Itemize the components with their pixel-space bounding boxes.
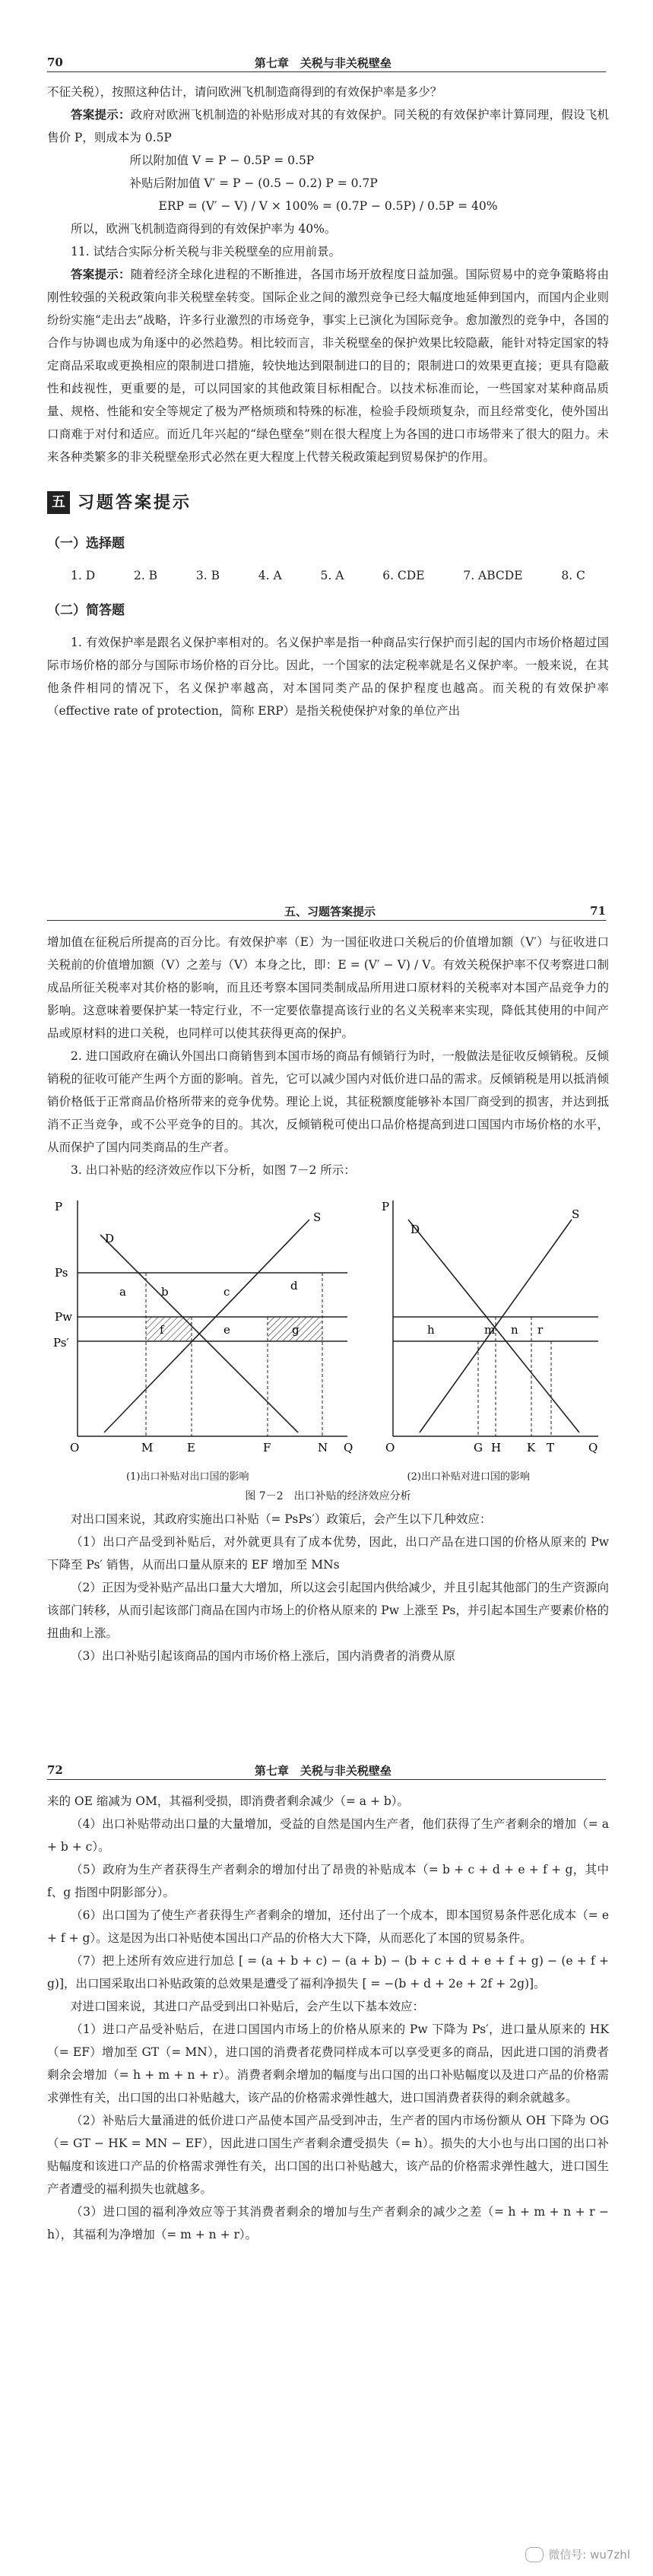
- paragraph: 增加值在征税后所提高的百分比。有效保护率（E）为一国征收进口关税后的价值增加额（V′）与征收进口关税前的价值增加额（V）之差与（V）本身之比，即：E = (V′ − V) / V。有效关税保护率不仅考察进口制成品所征关税率对其价格的影响，而且还考察本国同类制成品所用进口原材料的关税率对本国产品竞争力的影响。这意味着要保护某一特定行业，不一定要依靠提高该行业的名义关税率来实现，降低其使用的中间产品或原材料的进口关税，也同样可以使其获得更高的保护。: [47, 935, 609, 1040]
- figure-7-2: [47, 1189, 609, 1467]
- label-k: K: [527, 1441, 536, 1455]
- paragraph: （5）政府为生产者获得生产者剩余的增加付出了昂贵的补贴成本（= b + c + d + e + f + g，其中 f、g 指图中阴影部分）。: [47, 1863, 609, 1899]
- equation: 补贴后附加值 V′ = P − (0.5 − 0.2) P = 0.7P: [129, 176, 378, 190]
- choice-answers: [47, 564, 609, 587]
- area-label-c: c: [223, 1285, 230, 1299]
- page-body: [47, 1790, 609, 2246]
- choice-answer: 3. B: [195, 569, 220, 582]
- paragraph: （6）出口国为了使生产者获得生产者剩余的增加，还付出了一个成本，即本国贸易条件恶化成本（= e + f + g）。这是因为出口补贴使本国出口产品的价格大大下降，从而恶化了本国的贸易条件。: [47, 1908, 609, 1945]
- subsection-title: （一）选择题: [47, 536, 125, 551]
- label-m: M: [141, 1441, 154, 1455]
- area-label-m: m: [484, 1323, 496, 1337]
- area-label-f: f: [160, 1323, 164, 1337]
- area-label-d: d: [290, 1279, 298, 1293]
- watermark-text: 微信号: wu7zhl: [548, 2548, 630, 2562]
- label-e: E: [187, 1441, 195, 1455]
- paragraph: （2）正因为受补贴产品出口量大大增加，所以这会引起国内供给减少，并且引起其他部门的生产资源向该部门转移，从而引起该部门商品在国内市场上的价格从原来的 Pw 上涨至 Ps，并引起本国生产要素价格的扭曲和上涨。: [47, 1581, 609, 1640]
- left-panel: [53, 1200, 353, 1455]
- paragraph: 对出口国来说，其政府实施出口补贴（= PsPs′）政策后，会产生以下几种效应：: [71, 1512, 492, 1526]
- label-f: F: [263, 1441, 271, 1455]
- paragraph: （1）进口产品受补贴后，在进口国国内市场上的价格从原来的 Pw 下降为 Ps′，进口量从原来的 HK（= EF）增加至 GT（= MN），进口国的消费者花费同样成本可以享受更多的商品，因此进口国的消费者剩余会增加（= h + m + n + r）。消费者剩余增加的幅度与出口国的出口补贴幅度以及进口产品的价格需求弹性有关，出口国的出口补贴越大，该产品的价格需求弹性越大，进口国消费者获得的剩余就越多。: [47, 2022, 609, 2105]
- area-label-a: a: [119, 1285, 126, 1299]
- choice-answer: 4. A: [258, 569, 282, 582]
- page-body: [47, 81, 609, 722]
- paragraph: 1. 有效保护率是跟名义保护率相对的。名义保护率是指一种商品实行保护而引起的国内市场价格超过国际市场价格的部分与国际市场价格的百分比。因此，一个国家的法定税率就是名义保护率。一般来说，在其他条件相同的情况下，名义保护率越高，对本国同类产品的保护程度也越高。而关税的有效保护率（effective rate of protection，简称 ERP）是指关税使保护对象的单位产出: [47, 636, 609, 718]
- label-d: D: [411, 1223, 420, 1236]
- supply-curve: [420, 1220, 572, 1432]
- section-heading: [47, 491, 609, 514]
- paragraph: 3. 出口补贴的经济效应作以下分析，如图 7－2 所示：: [71, 1163, 356, 1177]
- chapter-title: 第七章 关税与非关税壁垒: [254, 1763, 391, 1778]
- wechat-icon: [525, 2547, 544, 2562]
- choice-answer: 8. C: [561, 569, 585, 582]
- export-subsidy-diagram: [47, 1189, 609, 1467]
- page-71: [0, 858, 653, 1715]
- paragraph: （4）出口补贴带动出口量的大量增加，受益的自然是国内生产者，他们获得了生产者剩余的增加（= a + b + c）。: [47, 1817, 609, 1854]
- equation: 所以附加值 V = P − 0.5P = 0.5P: [129, 154, 315, 167]
- paragraph: （3）出口补贴引起该商品的国内市场价格上涨后，国内消费者的消费从原: [71, 1649, 455, 1663]
- area-label-g: g: [292, 1323, 300, 1337]
- area-label-n: n: [511, 1323, 518, 1337]
- label-h: H: [491, 1441, 502, 1455]
- choice-answer: 6. CDE: [382, 569, 425, 582]
- area-label-r: r: [537, 1323, 544, 1337]
- label-pw: Pw: [55, 1310, 72, 1324]
- area-label-e: e: [223, 1323, 230, 1337]
- paragraph: 2. 进口国政府在确认外国出口商销售到本国市场的商品有倾销行为时，一般做法是征收反倾销税。反倾销税的征收可能产生两个方面的影响。首先，它可以减少国内对低价进口品的需求。反倾销税是用以抵消倾销价格低于正常商品价格所带来的竞争优势。理论上说，其征税额度能够补本国厂商受到的损害，并达到抵消不正当竞争，或不公平竞争的目的。其次，反倾销税可使出口品价格提高到进口国国内市场价格的水平，从而保护了国内同类商品的生产者。: [47, 1049, 609, 1154]
- label-o: O: [70, 1441, 80, 1455]
- label-ps: Ps: [55, 1266, 68, 1280]
- right-caption: (2)出口补贴对进口国的影响: [407, 1471, 530, 1483]
- page-number: 71: [590, 904, 606, 918]
- label-q: Q: [344, 1441, 353, 1455]
- watermark: [525, 2546, 630, 2562]
- hint-label: 答案提示：: [71, 267, 131, 281]
- label-o: O: [385, 1441, 395, 1455]
- right-panel: [382, 1200, 598, 1455]
- page-header: [47, 53, 606, 72]
- subfigure-captions: [47, 1470, 609, 1485]
- page-number: 70: [47, 56, 63, 69]
- chapter-title: 第七章 关税与非关税壁垒: [254, 56, 391, 70]
- question-11: 11. 试结合实际分析关税与非关税壁垒的应用前景。: [71, 245, 341, 259]
- area-label-h: h: [427, 1323, 435, 1337]
- paragraph: （2）补贴后大量涌进的低价进口产品使本国产品受到冲击，生产者的国内市场份额从 OH 下降为 OG（= GT − HK = MN − EF），因此进口国生产者剩余遭受损失（= h）。损失的大小也与出口国的出口补贴幅度和该进口产品的价格需求弹性有关，出口国的出口补贴越大，该产品的价格需求弹性越大，进口国生产者遭受的福利损失也就越多。: [47, 2114, 609, 2196]
- section-number: 五: [47, 491, 70, 514]
- label-g: G: [474, 1441, 483, 1455]
- section-running-title: 五、习题答案提示: [284, 904, 376, 918]
- choice-answer: 2. B: [133, 569, 158, 582]
- page-body: [47, 931, 609, 1667]
- paragraph: 所以，欧洲飞机制造商得到的有效保护率为 40%。: [71, 222, 337, 236]
- axis-label-p: P: [382, 1200, 390, 1213]
- page-70: [0, 0, 653, 858]
- section-title: 习题答案提示: [78, 493, 192, 512]
- label-q: Q: [588, 1441, 598, 1455]
- page-header: [47, 902, 606, 921]
- label-n: N: [318, 1441, 328, 1455]
- label-s: S: [313, 1210, 322, 1224]
- label-ps-prime: Ps′: [53, 1336, 69, 1350]
- answer-hint: 答案提示：随着经济全球化进程的不断推进，各国市场开放程度日益加强。国际贸易中的竞争策略将由刚性较强的关税政策向非关税壁垒转变。国际企业之间的激烈竞争已经大幅度地延伸到国内，而国内企业则纷纷实施“走出去”战略，许多行业激烈的市场竞争，事实上已演化为国际竞争。愈加激烈的竞争中，各国的合作与协调也成为角逐中的必然趋势。相比较而言，非关税壁垒的保护效果比较隐蔽，能针对特定国家的特定商品采取或更换相应的限制进口措施，较快地达到限制进口的目的；限制进口的效果更直接；更具有隐蔽性和歧视性，更重要的是，可以同国家的其他政策目标相配合。以技术标准而论，一些国家对某种商品质量、规格、性能和安全等规定了极为严格烦琐和特殊的标准，检验手段烦琐复杂，而且经常变化，使外国出口商难于对付和适应。而近几年兴起的“绿色壁垒”则在很大程度上为各国的进口市场带来了很大的阻力。未来各种类繁多的非关税壁垒形式必然在更大程度上代替关税政策起到贸易保护的作用。: [47, 267, 609, 464]
- paragraph: 对进口国来说，其进口产品受到出口补贴后，会产生以下基本效应：: [71, 2000, 425, 2013]
- paragraph: 来的 OE 缩减为 OM，其福利受损，即消费者剩余减少（= a + b）。: [47, 1794, 410, 1808]
- page-number: 72: [47, 1763, 63, 1777]
- paragraph: 不征关税），按照这种估计，请问欧洲飞机制造商得到的有效保护率是多少？: [47, 85, 442, 99]
- choice-answer: 1. D: [71, 569, 96, 582]
- answer-hint: 答案提示：政府对欧洲飞机制造的补贴形成对其的有效保护。同关税的有效保护率计算同理，假设飞机售价 P，则成本为 0.5P: [47, 107, 609, 144]
- paragraph: （1）出口产品受到补贴后，对外就更具有了成本优势，因此，出口产品在进口国的价格从原来的 Pw 下降至 Ps′ 销售，从而出口量从原来的 EF 增加至 MNs: [47, 1535, 609, 1572]
- choice-answer: 7. ABCDE: [463, 569, 523, 582]
- figure-caption: 图 7－2 出口补贴的经济效应分析: [245, 1490, 411, 1502]
- label-s: S: [572, 1207, 580, 1221]
- erp-equation: ERP = (V′ − V) / V × 100% = (0.7P − 0.5P) / 0.5P = 40%: [158, 199, 498, 213]
- hint-label: 答案提示：: [71, 107, 131, 122]
- label-d: D: [105, 1232, 115, 1245]
- left-caption: (1)出口补贴对出口国的影响: [126, 1471, 249, 1483]
- area-label-b: b: [161, 1285, 169, 1299]
- paragraph: （3）进口国的福利净效应等于其消费者剩余的增加与生产者剩余的减少之差（= h + m + n + r − h），其福利为净增加（= m + n + r）。: [47, 2205, 609, 2241]
- page-header: [47, 1761, 606, 1780]
- area-f: [146, 1317, 192, 1341]
- paragraph: （7）把上述所有效应进行加总 [ = (a + b + c) − (a + b) − (b + c + d + e + f + g) − (e + f + g)]，出口国采取出口补贴政策的总效果是遭受了福利净损失 [ = −(b + d + 2e + 2f + 2g)]。: [47, 1954, 609, 1991]
- label-t: T: [547, 1441, 555, 1455]
- subsection-title: （二）简答题: [47, 603, 125, 618]
- choice-answer: 5. A: [320, 569, 344, 582]
- page-72: [0, 1715, 653, 2576]
- axis-label-p: P: [55, 1200, 63, 1213]
